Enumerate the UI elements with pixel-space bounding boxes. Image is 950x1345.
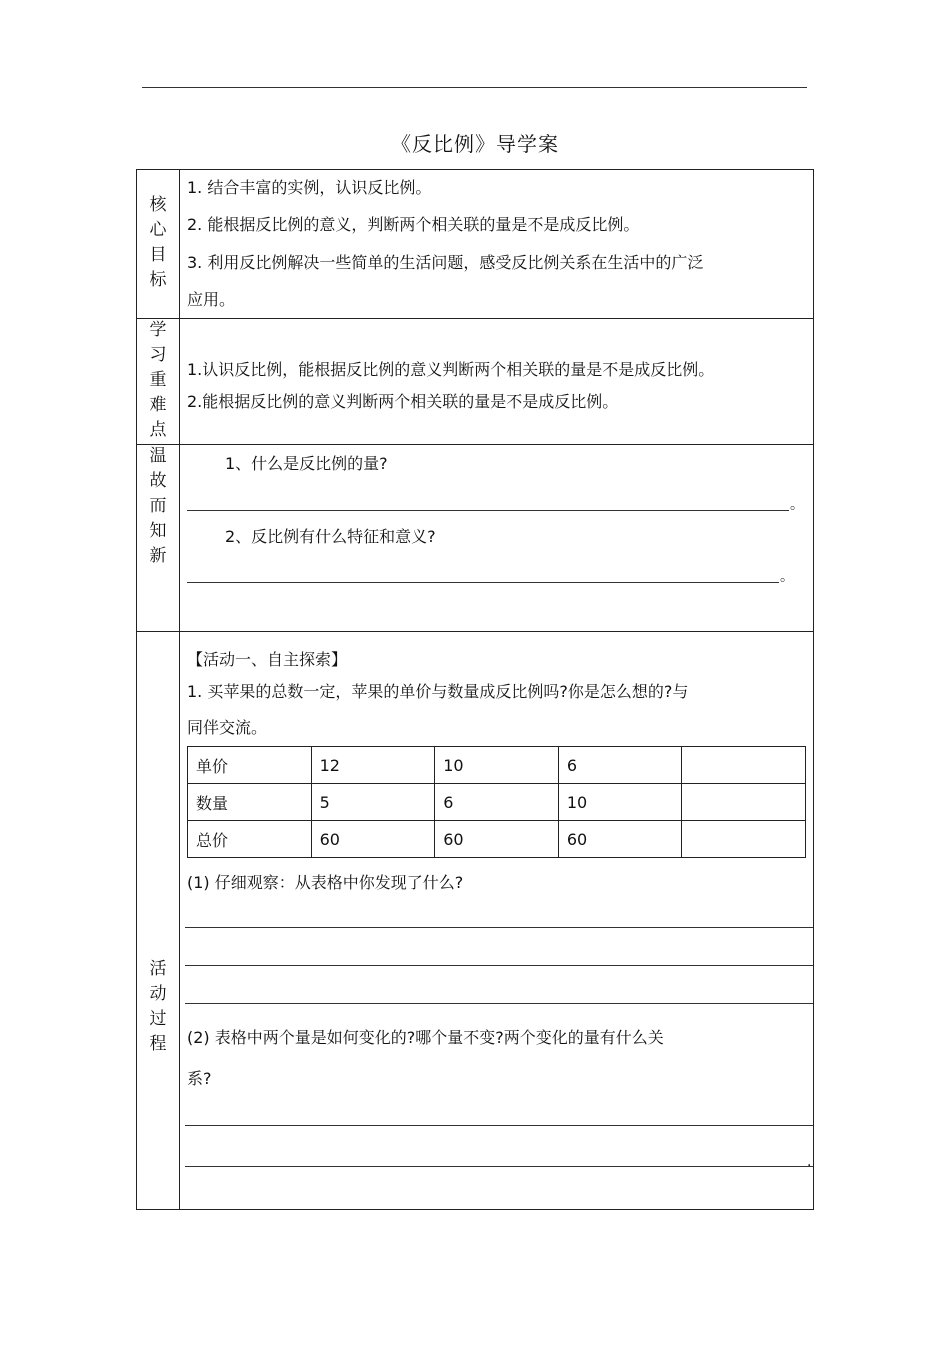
goal-item: 2. 能根据反比例的意义，判断两个相关联的量是不是成反比例。 <box>187 215 640 234</box>
table-cell: 60 <box>435 821 559 858</box>
sub-question: (1) 仔细观察：从表格中你发现了什么? <box>187 873 464 892</box>
worksheet-table <box>136 169 814 1210</box>
review-question: 1、什么是反比例的量? <box>225 454 388 473</box>
goals-label: 核 心 目 标 <box>149 195 167 290</box>
end-mark: 。 <box>790 497 804 513</box>
table-cell: 10 <box>435 747 559 784</box>
table-cell-blank[interactable] <box>682 784 806 821</box>
table-row <box>188 747 806 784</box>
activity-heading: 【活动一、自主探索】 <box>187 650 348 669</box>
table-row <box>188 821 806 858</box>
row-divider <box>137 631 813 632</box>
table-cell: 60 <box>558 821 682 858</box>
table-cell: 单价 <box>188 747 312 784</box>
table-cell: 6 <box>558 747 682 784</box>
review-label: 温 故 而 知 新 <box>149 446 167 566</box>
table-cell: 10 <box>558 784 682 821</box>
activity-question: 同伴交流。 <box>187 718 268 737</box>
page-title: 《反比例》导学案 <box>391 132 559 156</box>
header-rule <box>142 87 807 88</box>
activity-question: 1. 买苹果的总数一定，苹果的单价与数量成反比例吗?你是怎么想的?与 <box>187 682 689 701</box>
end-dot: . <box>807 1154 812 1170</box>
end-mark: 。 <box>780 569 794 585</box>
row-divider <box>137 444 813 445</box>
goal-item: 3. 利用反比例解决一些简单的生活问题，感受反比例关系在生活中的广泛 <box>187 253 704 272</box>
table-cell: 6 <box>435 784 559 821</box>
sub-question: 系? <box>187 1069 212 1088</box>
table-cell: 60 <box>311 821 435 858</box>
row-divider <box>137 318 813 319</box>
price-table <box>187 746 806 858</box>
answer-line[interactable] <box>185 927 813 928</box>
answer-line[interactable] <box>187 510 789 511</box>
table-cell-blank[interactable] <box>682 821 806 858</box>
review-question: 2、反比例有什么特征和意义? <box>225 527 436 546</box>
table-row <box>188 784 806 821</box>
table-cell: 12 <box>311 747 435 784</box>
activity-label: 活 动 过 程 <box>149 959 167 1054</box>
goal-item: 应用。 <box>187 290 236 309</box>
answer-line[interactable] <box>185 1166 813 1167</box>
keypoints-label: 学 习 重 难 点 <box>149 320 167 440</box>
table-cell: 总价 <box>188 821 312 858</box>
table-cell: 5 <box>311 784 435 821</box>
answer-line[interactable] <box>187 582 779 583</box>
answer-line[interactable] <box>185 1003 813 1004</box>
table-cell: 数量 <box>188 784 312 821</box>
answer-line[interactable] <box>185 965 813 966</box>
keypoint-item: 2.能根据反比例的意义判断两个相关联的量是不是成反比例。 <box>187 392 619 411</box>
goal-item: 1. 结合丰富的实例，认识反比例。 <box>187 178 432 197</box>
keypoint-item: 1.认识反比例，能根据反比例的意义判断两个相关联的量是不是成反比例。 <box>187 360 715 379</box>
answer-line[interactable] <box>185 1125 813 1126</box>
sub-question: (2) 表格中两个量是如何变化的?哪个量不变?两个变化的量有什么关 <box>187 1028 664 1047</box>
column-divider <box>179 170 180 1209</box>
table-cell-blank[interactable] <box>682 747 806 784</box>
